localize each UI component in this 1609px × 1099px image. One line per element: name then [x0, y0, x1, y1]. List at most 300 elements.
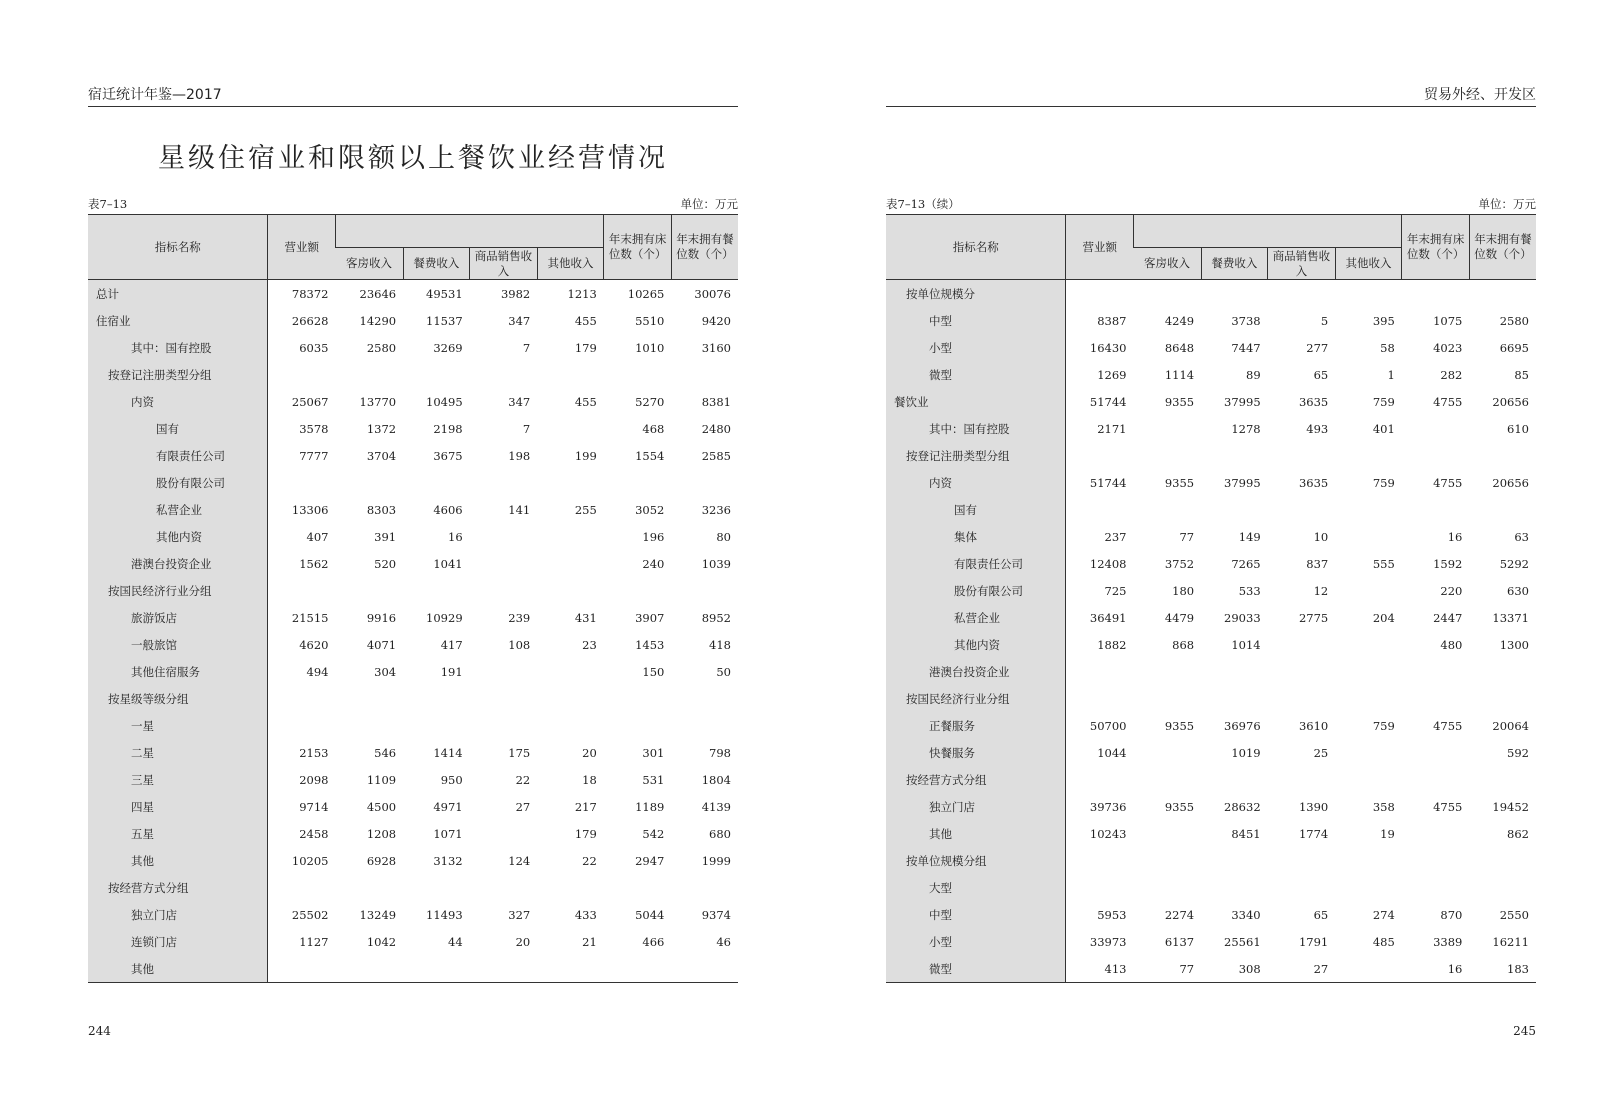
- row-label: 正餐服务: [886, 712, 1066, 739]
- table-cell: [403, 685, 470, 712]
- table-cell: 6137: [1164, 934, 1195, 949]
- table-cell: 77: [1179, 961, 1195, 976]
- table-cell: 1189: [635, 799, 665, 814]
- row-label: 五星: [88, 820, 268, 847]
- table-cell: [1402, 280, 1470, 308]
- table-cell: 4479: [1164, 610, 1195, 625]
- table-cell: 196: [642, 529, 665, 544]
- table-row: [88, 739, 738, 766]
- table-cell: 8381: [701, 394, 731, 409]
- table-cell: [1402, 820, 1470, 847]
- table-cell: [336, 577, 404, 604]
- table-cell: 3635: [1298, 475, 1329, 490]
- table-cell: 20: [515, 934, 531, 949]
- table-row: [886, 766, 1536, 793]
- row-label: 其中：国有控股: [88, 334, 268, 361]
- table-row: [88, 766, 738, 793]
- table-cell: [537, 550, 604, 577]
- table-cell: 20656: [1492, 475, 1529, 490]
- table-cell: 798: [709, 745, 731, 760]
- table-cell: 204: [1372, 610, 1395, 625]
- row-label: 其他: [88, 847, 268, 874]
- table-cell: [1201, 442, 1268, 469]
- table-cell: 630: [1507, 583, 1529, 598]
- table-row: [886, 361, 1536, 388]
- table-cell: 50700: [1089, 718, 1127, 733]
- table-cell: 18: [582, 772, 597, 787]
- table-row: [886, 442, 1536, 469]
- table-cell: 347: [508, 394, 531, 409]
- table-cell: [470, 955, 538, 983]
- table-cell: [1066, 280, 1134, 308]
- table-cell: [1335, 847, 1402, 874]
- table-row: [88, 874, 738, 901]
- table-cell: 29033: [1224, 610, 1261, 625]
- table-row: [88, 388, 738, 415]
- table-cell: [671, 685, 738, 712]
- table-cell: 9355: [1164, 718, 1195, 733]
- table-row: [886, 631, 1536, 658]
- table-cell: 391: [374, 529, 397, 544]
- table-cell: 531: [642, 772, 665, 787]
- table-row: [886, 847, 1536, 874]
- row-label: 私营企业: [886, 604, 1066, 631]
- table-cell: [1268, 442, 1336, 469]
- table-cell: [537, 361, 604, 388]
- table-cell: 5: [1320, 313, 1329, 328]
- table-row: [886, 415, 1536, 442]
- table-row: [88, 334, 738, 361]
- table-row: [886, 496, 1536, 523]
- col-header-goods: 商品销售收入: [470, 248, 538, 280]
- table-cell: [1268, 631, 1336, 658]
- table-cell: [1402, 847, 1470, 874]
- table-cell: 237: [1104, 529, 1127, 544]
- table-row: [88, 604, 738, 631]
- table-cell: [1335, 874, 1402, 901]
- table-cell: 3132: [433, 853, 463, 868]
- table-cell: 401: [1372, 421, 1395, 436]
- table-cell: 198: [508, 448, 531, 463]
- table-row: [886, 955, 1536, 983]
- section-title: 贸易外经、开发区: [1424, 87, 1536, 103]
- table-cell: 150: [642, 664, 665, 679]
- table-cell: [1134, 685, 1202, 712]
- row-label: 小型: [886, 928, 1066, 955]
- table-cell: 494: [306, 664, 329, 679]
- table-cell: 1278: [1231, 421, 1261, 436]
- row-label: 按登记注册类型分组: [886, 442, 1066, 469]
- table-cell: 220: [1440, 583, 1463, 598]
- table-cell: 2580: [366, 340, 397, 355]
- table-row: [88, 577, 738, 604]
- table-cell: 175: [508, 745, 531, 760]
- table-cell: 78372: [291, 286, 329, 301]
- col-header-name: 指标名称: [886, 215, 1066, 280]
- table-cell: [1268, 766, 1336, 793]
- table-cell: [470, 874, 538, 901]
- table-cell: 199: [574, 448, 597, 463]
- table-cell: [1134, 658, 1202, 685]
- row-label: 其他内资: [886, 631, 1066, 658]
- table-cell: 759: [1372, 718, 1395, 733]
- table-cell: [1335, 496, 1402, 523]
- table-cell: 27: [515, 799, 531, 814]
- table-cell: 255: [574, 502, 597, 517]
- table-cell: 12408: [1089, 556, 1127, 571]
- row-label: 独立门店: [88, 901, 268, 928]
- table-cell: 37995: [1224, 475, 1261, 490]
- table-cell: [1134, 496, 1202, 523]
- table-cell: 3269: [433, 340, 463, 355]
- table-cell: [470, 658, 538, 685]
- table-cell: [1134, 766, 1202, 793]
- right-page: [886, 0, 1536, 1099]
- table-cell: 10205: [291, 853, 329, 868]
- table-cell: 274: [1372, 907, 1395, 922]
- table-cell: [604, 469, 672, 496]
- table-row: [88, 658, 738, 685]
- table-cell: [336, 955, 404, 983]
- table-cell: 3982: [500, 286, 531, 301]
- row-label: 二星: [88, 739, 268, 766]
- table-cell: [403, 469, 470, 496]
- table-cell: 533: [1238, 583, 1261, 598]
- table-cell: [1335, 685, 1402, 712]
- table-cell: [604, 712, 672, 739]
- col-header-group-blank: [336, 215, 604, 248]
- table-cell: 468: [642, 421, 665, 436]
- table-cell: 680: [709, 826, 731, 841]
- row-label: 港澳台投资企业: [88, 550, 268, 577]
- table-cell: [1134, 739, 1202, 766]
- table-cell: 5292: [1499, 556, 1529, 571]
- row-label: 三星: [88, 766, 268, 793]
- table-cell: [537, 685, 604, 712]
- row-label: 有限责任公司: [88, 442, 268, 469]
- table-cell: 3635: [1298, 394, 1329, 409]
- table-cell: 3160: [701, 340, 731, 355]
- table-cell: 301: [642, 745, 665, 760]
- table-cell: 1071: [433, 826, 463, 841]
- table-cell: 431: [574, 610, 597, 625]
- table-cell: 51744: [1089, 394, 1127, 409]
- table-cell: 25: [1313, 745, 1329, 760]
- table-row: [886, 739, 1536, 766]
- table-cell: 1010: [635, 340, 665, 355]
- table-cell: 4620: [299, 637, 329, 652]
- table-cell: 2550: [1499, 907, 1529, 922]
- table-cell: 10: [1313, 529, 1329, 544]
- table-cell: [1134, 874, 1202, 901]
- table-cell: [1469, 847, 1536, 874]
- table-cell: [1201, 658, 1268, 685]
- table-cell: 4139: [701, 799, 731, 814]
- table-cell: 3675: [433, 448, 463, 463]
- table-cell: 759: [1372, 475, 1395, 490]
- table-cell: 1041: [433, 556, 463, 571]
- table-cell: 3578: [299, 421, 329, 436]
- table-cell: 2458: [299, 826, 329, 841]
- table-cell: 862: [1507, 826, 1529, 841]
- col-header-beds: 年末拥有床位数（个）: [1402, 215, 1470, 280]
- table-cell: 191: [440, 664, 463, 679]
- table-cell: [1335, 577, 1402, 604]
- table-cell: [537, 577, 604, 604]
- table-row: [88, 523, 738, 550]
- table-cell: [1066, 766, 1134, 793]
- table-cell: 1791: [1298, 934, 1329, 949]
- table-cell: 2585: [701, 448, 731, 463]
- table-row: [88, 820, 738, 847]
- table-label-continued: 表7–13（续）: [886, 197, 960, 211]
- table-cell: [268, 469, 336, 496]
- table-cell: [403, 712, 470, 739]
- table-cell: 36491: [1089, 610, 1127, 625]
- table-unit: 单位：万元: [1478, 197, 1536, 211]
- table-cell: [1134, 820, 1202, 847]
- table-cell: [671, 469, 738, 496]
- row-label: 按登记注册类型分组: [88, 361, 268, 388]
- table-cell: 1774: [1298, 826, 1329, 841]
- table-cell: 65: [1313, 907, 1329, 922]
- table-cell: [336, 361, 404, 388]
- table-cell: 277: [1306, 340, 1329, 355]
- table-cell: 13306: [291, 502, 329, 517]
- table-cell: 46: [716, 934, 731, 949]
- row-label: 集体: [886, 523, 1066, 550]
- row-label: 按单位规模分组: [886, 847, 1066, 874]
- col-header-seats: 年末拥有餐位数（个）: [671, 215, 738, 280]
- table-cell: 21: [582, 934, 597, 949]
- table-cell: 63: [1514, 529, 1529, 544]
- table-cell: 304: [374, 664, 397, 679]
- table-cell: [1335, 523, 1402, 550]
- table-cell: 4023: [1433, 340, 1463, 355]
- table-cell: [336, 469, 404, 496]
- table-cell: 25502: [291, 907, 329, 922]
- table-row: [886, 901, 1536, 928]
- row-label: 一星: [88, 712, 268, 739]
- table-cell: 183: [1507, 961, 1529, 976]
- table-cell: [403, 955, 470, 983]
- table-cell: 466: [642, 934, 665, 949]
- table-cell: 2947: [635, 853, 665, 868]
- table-row: [88, 307, 738, 334]
- table-row: [886, 874, 1536, 901]
- table-cell: 9714: [299, 799, 329, 814]
- page-number-left: 244: [88, 1024, 111, 1038]
- row-label: 连锁门店: [88, 928, 268, 955]
- table-cell: 555: [1372, 556, 1395, 571]
- row-label: 中型: [886, 307, 1066, 334]
- table-cell: [537, 658, 604, 685]
- table-cell: 21515: [291, 610, 329, 625]
- table-cell: 407: [306, 529, 329, 544]
- col-header-seats: 年末拥有餐位数（个）: [1469, 215, 1536, 280]
- table-cell: [1066, 442, 1134, 469]
- row-label: 股份有限公司: [88, 469, 268, 496]
- table-cell: 4755: [1433, 799, 1463, 814]
- table-cell: [1268, 874, 1336, 901]
- table-cell: 4971: [433, 799, 463, 814]
- row-label: 总计: [88, 280, 268, 308]
- table-cell: [268, 955, 336, 983]
- table-cell: [1402, 766, 1470, 793]
- table-cell: [1201, 496, 1268, 523]
- table-row: [88, 712, 738, 739]
- row-label: 其他: [88, 955, 268, 983]
- row-label: 独立门店: [886, 793, 1066, 820]
- table-cell: 455: [574, 313, 597, 328]
- table-cell: [268, 874, 336, 901]
- table-cell: 1554: [635, 448, 665, 463]
- table-cell: 217: [574, 799, 597, 814]
- table-cell: [1066, 685, 1134, 712]
- table-cell: [470, 685, 538, 712]
- table-cell: 1109: [366, 772, 397, 787]
- table-cell: [1201, 874, 1268, 901]
- table-cell: 542: [642, 826, 665, 841]
- table-cell: 2153: [299, 745, 329, 760]
- table-row: [886, 793, 1536, 820]
- table-cell: 3389: [1433, 934, 1463, 949]
- table-cell: 9420: [701, 313, 731, 328]
- table-cell: 4755: [1433, 718, 1463, 733]
- table-cell: 3738: [1231, 313, 1261, 328]
- row-label: 餐饮业: [886, 388, 1066, 415]
- row-label: 内资: [886, 469, 1066, 496]
- table-cell: 85: [1514, 367, 1529, 382]
- table-cell: [1201, 766, 1268, 793]
- table-cell: 3236: [701, 502, 731, 517]
- table-cell: [671, 577, 738, 604]
- table-cell: 49531: [426, 286, 463, 301]
- table-cell: [1335, 631, 1402, 658]
- table-cell: 2580: [1499, 313, 1529, 328]
- table-cell: 5953: [1097, 907, 1127, 922]
- table-cell: [1268, 658, 1336, 685]
- table-cell: 1044: [1097, 745, 1127, 760]
- table-cell: [604, 955, 672, 983]
- table-cell: 592: [1507, 745, 1529, 760]
- table-cell: 23646: [359, 286, 397, 301]
- table-cell: 240: [642, 556, 665, 571]
- row-label: 内资: [88, 388, 268, 415]
- table-cell: [470, 712, 538, 739]
- table-cell: 1039: [701, 556, 731, 571]
- table-cell: [336, 712, 404, 739]
- table-row: [88, 496, 738, 523]
- table-cell: 1300: [1499, 637, 1529, 652]
- table-cell: [1268, 280, 1336, 308]
- row-label: 国有: [88, 415, 268, 442]
- table-cell: [1335, 280, 1402, 308]
- table-row: [886, 334, 1536, 361]
- table-cell: 44: [448, 934, 463, 949]
- table-cell: [537, 415, 604, 442]
- table-cell: 22: [515, 772, 531, 787]
- table-cell: 179: [574, 826, 597, 841]
- table-cell: 13371: [1492, 610, 1529, 625]
- table-cell: 5270: [635, 394, 665, 409]
- table-cell: 480: [1440, 637, 1463, 652]
- table-cell: [671, 361, 738, 388]
- table-cell: [470, 577, 538, 604]
- table-cell: 1390: [1298, 799, 1329, 814]
- table-cell: 16: [1447, 961, 1463, 976]
- table-cell: 725: [1104, 583, 1127, 598]
- table-cell: [470, 523, 538, 550]
- table-cell: 10243: [1089, 826, 1127, 841]
- table-cell: 16430: [1089, 340, 1127, 355]
- col-header-other: 其他收入: [537, 248, 604, 280]
- table-cell: 1213: [567, 286, 597, 301]
- table-cell: 347: [508, 313, 531, 328]
- table-cell: 5510: [635, 313, 665, 328]
- table-row: [88, 550, 738, 577]
- table-cell: [1066, 847, 1134, 874]
- table-cell: 3752: [1164, 556, 1195, 571]
- table-cell: 25067: [291, 394, 329, 409]
- table-cell: [1335, 766, 1402, 793]
- table-cell: 19452: [1492, 799, 1529, 814]
- table-row: [886, 523, 1536, 550]
- table-cell: 7447: [1231, 340, 1261, 355]
- col-header-food: 餐费收入: [403, 248, 470, 280]
- col-header-room: 客房收入: [1134, 248, 1202, 280]
- yearbook-title: 宿迁统计年鉴—2017: [88, 87, 222, 103]
- left-page: [88, 0, 738, 1099]
- col-header-name: 指标名称: [88, 215, 268, 280]
- table-cell: [1335, 442, 1402, 469]
- table-cell: 22: [582, 853, 597, 868]
- table-cell: [671, 874, 738, 901]
- table-cell: [268, 712, 336, 739]
- row-label: 四星: [88, 793, 268, 820]
- row-label: 其他: [886, 820, 1066, 847]
- table-cell: [671, 712, 738, 739]
- table-cell: [1335, 739, 1402, 766]
- table-cell: 13249: [359, 907, 397, 922]
- table-cell: [1469, 496, 1536, 523]
- table-cell: [403, 577, 470, 604]
- table-cell: 759: [1372, 394, 1395, 409]
- table-cell: 433: [574, 907, 597, 922]
- col-header-room: 客房收入: [336, 248, 404, 280]
- table-cell: 7777: [299, 448, 329, 463]
- table-cell: 1453: [635, 637, 665, 652]
- table-cell: [1402, 496, 1470, 523]
- row-label: 其中：国有控股: [886, 415, 1066, 442]
- col-header-other: 其他收入: [1335, 248, 1402, 280]
- table-cell: 14290: [359, 313, 397, 328]
- table-cell: [1469, 442, 1536, 469]
- table-row: [88, 685, 738, 712]
- table-cell: 20: [582, 745, 597, 760]
- col-header-beds: 年末拥有床位数（个）: [604, 215, 672, 280]
- table-row: [886, 469, 1536, 496]
- table-cell: [1402, 442, 1470, 469]
- table-cell: 4606: [433, 502, 463, 517]
- table-cell: [1469, 658, 1536, 685]
- row-label: 住宿业: [88, 307, 268, 334]
- running-head-left: [88, 84, 738, 107]
- table-cell: 418: [709, 637, 731, 652]
- table-cell: 950: [440, 772, 463, 787]
- table-cell: 1882: [1097, 637, 1127, 652]
- row-label: 按经营方式分组: [88, 874, 268, 901]
